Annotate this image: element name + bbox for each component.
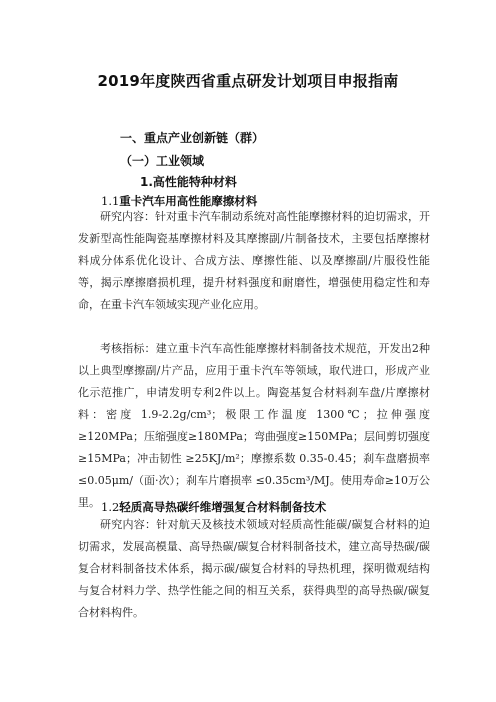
document-title: 2019年度陕西省重点研发计划项目申报指南: [97, 72, 399, 90]
item-heading-carbon-fiber-composites: [101, 499, 326, 515]
section-heading-key-industry-chain: 一、重点产业创新链（群）: [120, 131, 265, 145]
item-number: 1.2: [101, 500, 120, 514]
item-title: 重卡汽车用高性能摩擦材料: [119, 194, 258, 208]
item-title: 轻质高导热碳纤维增强复合材料制备技术: [119, 500, 327, 514]
section-heading-special-materials: 1.高性能特种材料: [140, 175, 237, 189]
section-heading-industry-field: （一）工业领域: [120, 154, 205, 168]
research-content-paragraph: 研究内容：针对重卡汽车制动系统对高性能摩擦材料的迫切需求，开发新型高性能陶瓷基摩擦材料及其摩擦副/片制备技术，主要包括摩擦材料成分体系优化设计、合成方法、摩擦性能、以及摩擦副/片服役性能等，揭示摩擦磨损机理，提升材料强度和耐磨性，增强使用稳定性和寿命，在重卡汽车领域实现产业化应用。: [78, 210, 430, 311]
assessment-indicators-paragraph: 考核指标：建立重卡汽车高性能摩擦材料制备技术规范，开发出2种以上典型摩擦副/片产品，应用于重卡汽车等领域，取代进口，形成产业化示范推广，申请发明专利2件以上。陶瓷基复合材料刹车盘/片摩擦材料：密度 1.9-2.2g/cm³；极限工作温度 1300℃；拉伸强度≥120MPa；压缩强度≥180MPa；弯曲强度≥150MPa；层间剪切强度≥15MPa；冲击韧性 ≥25KJ/m²；摩擦系数 0.35-0.45；刹车盘磨损率≤0.05μm/（面·次）；刹车片磨损率 ≤0.35cm³/MJ。使用寿命≥10万公里。: [78, 342, 430, 509]
item-number: 1.1: [101, 194, 120, 208]
research-content-paragraph: 研究内容：针对航天及核技术领域对轻质高性能碳/碳复合材料的迫切需求，发展高模量、高导热碳/碳复合材料制备技术，建立高导热碳/碳复合材料制备技术体系，揭示碳/碳复合材料的导热机理，探明微观结构与复合材料力学、热学性能之间的相互关系，获得典型的高导热碳/碳复合材料构件。: [78, 518, 430, 619]
